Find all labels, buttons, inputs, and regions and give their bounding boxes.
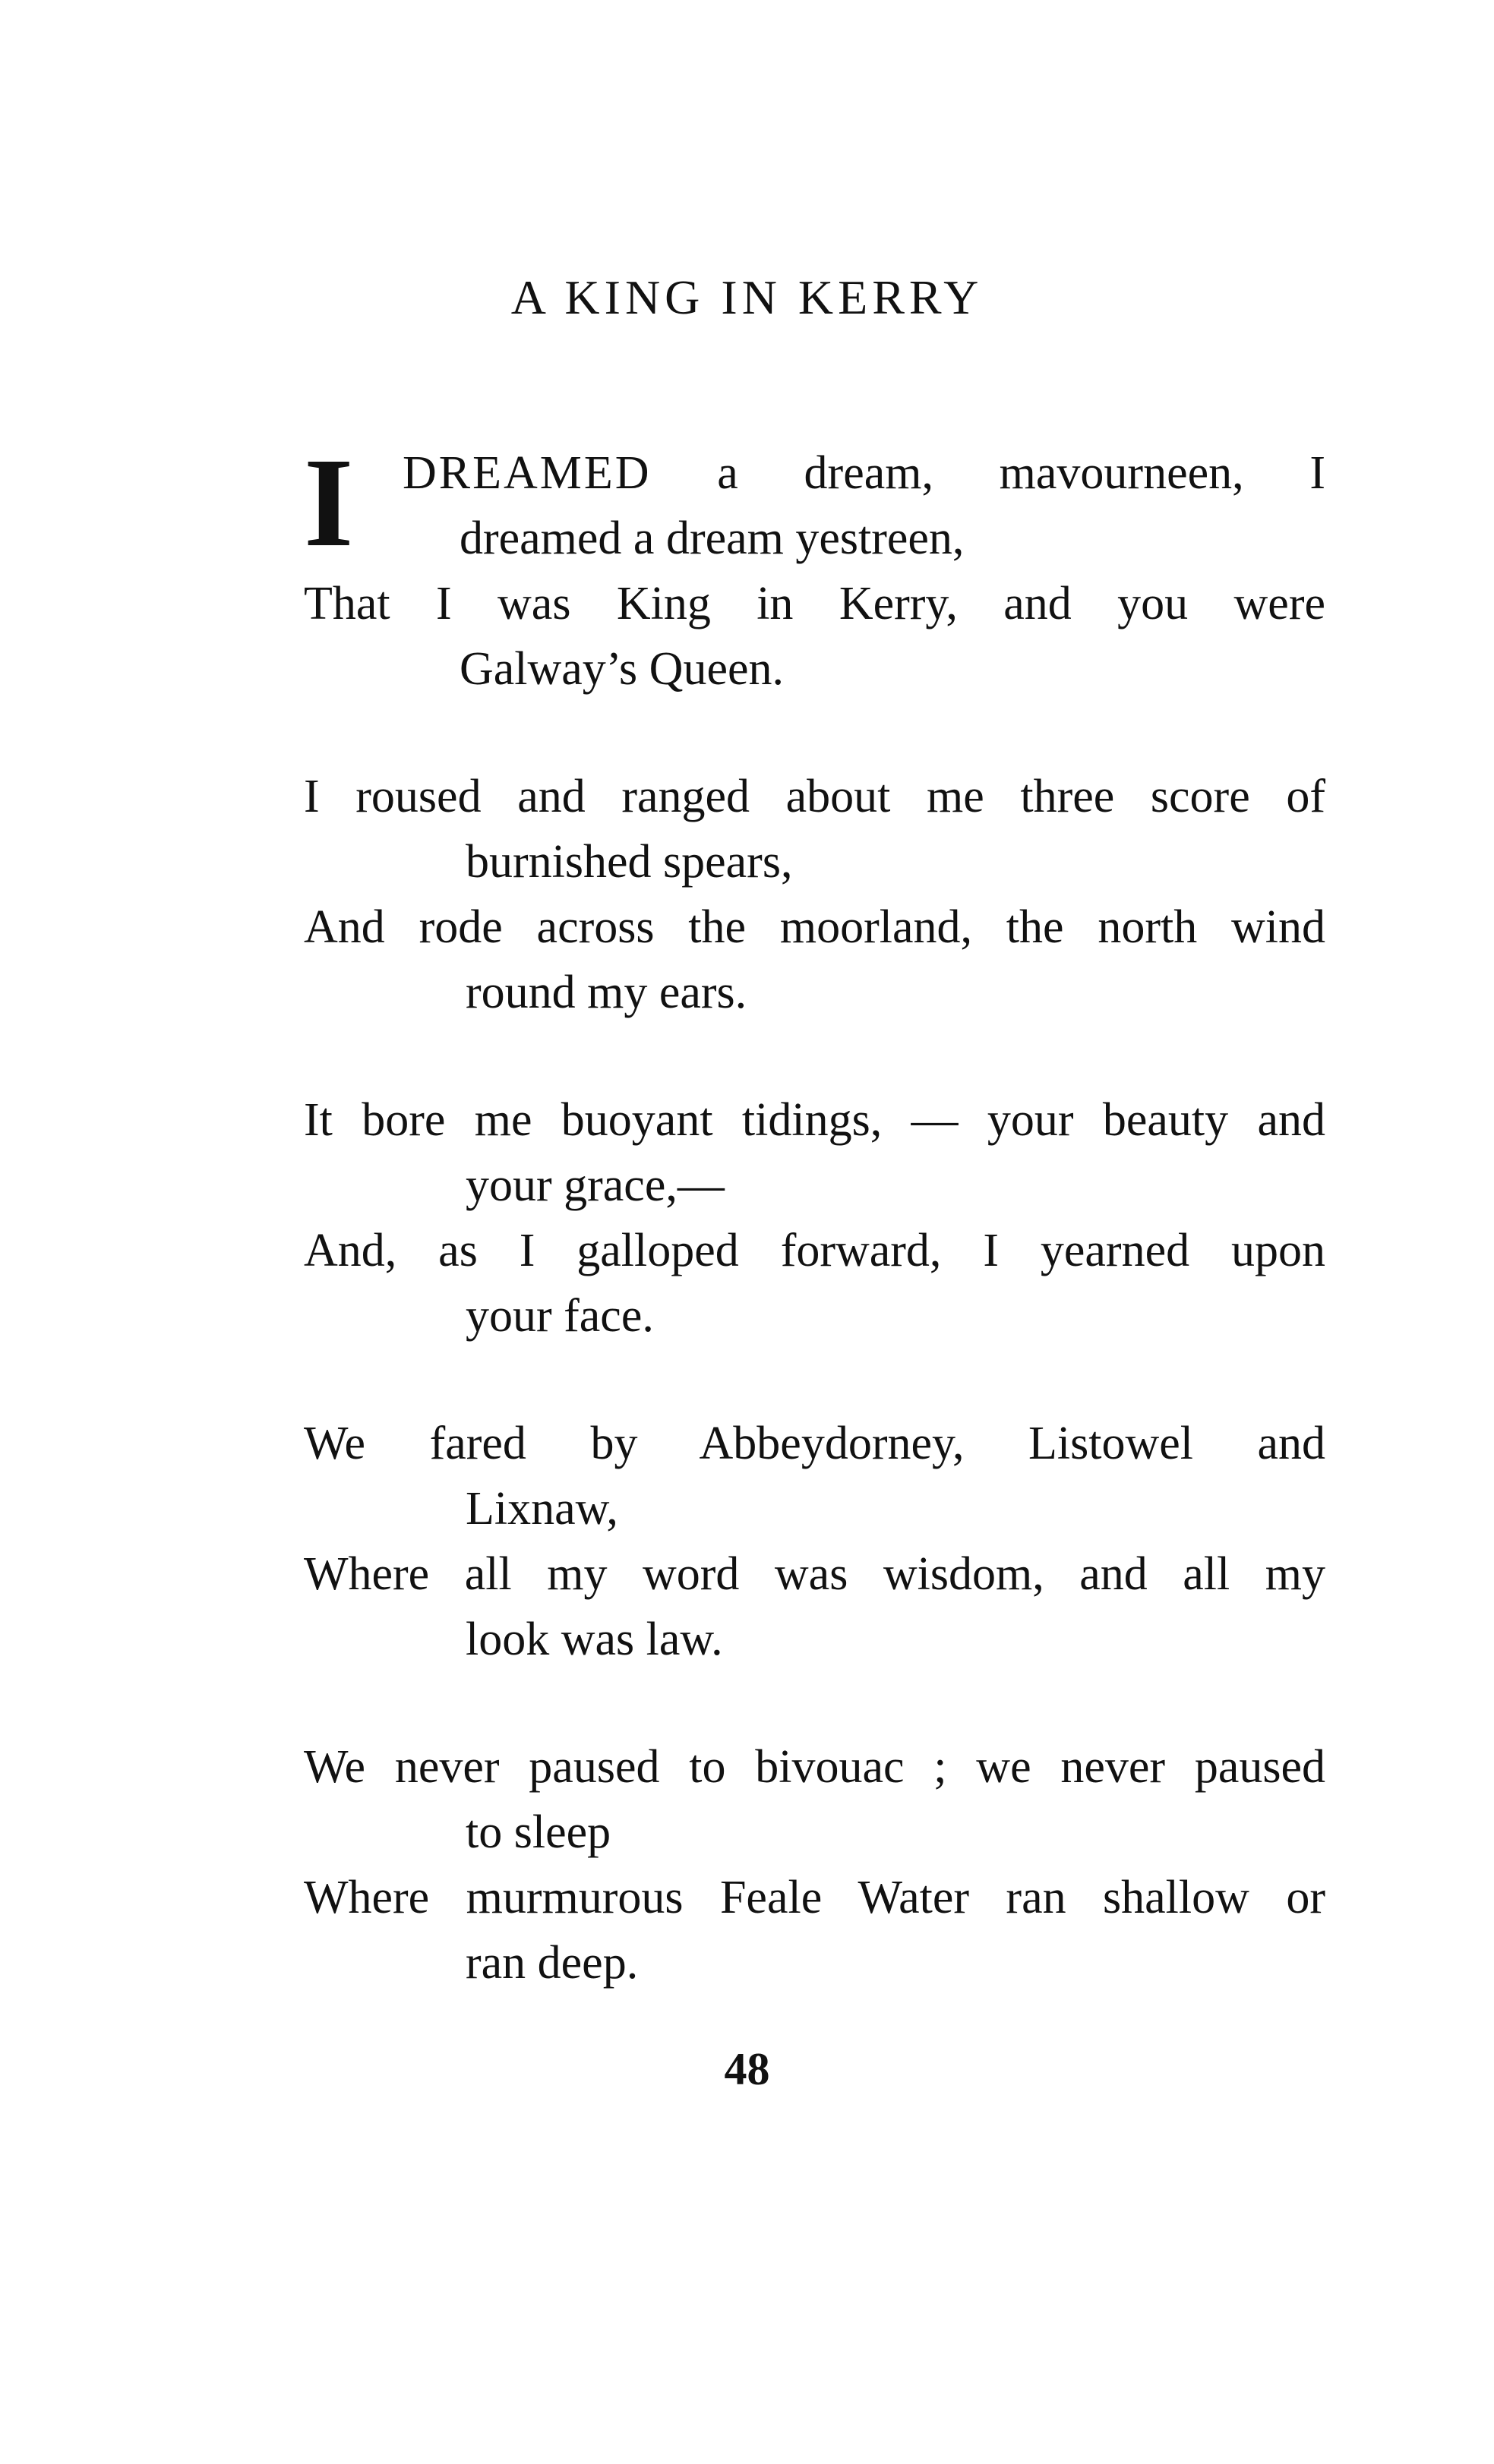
verse-line: dreamed a dream yestreen, xyxy=(460,513,965,564)
stanza xyxy=(304,1734,1325,1995)
poem-title: A KING IN KERRY xyxy=(510,270,984,324)
verse-line: Where all my word was wisdom, and all my xyxy=(304,1548,1325,1600)
drop-cap: I xyxy=(304,432,354,573)
poem-body xyxy=(304,432,1325,1995)
page-number: 48 xyxy=(724,2044,770,2094)
stanza xyxy=(304,1087,1325,1349)
stanza xyxy=(304,1411,1325,1672)
stanza xyxy=(304,432,1325,702)
verse-line: And rode across the moorland, the north wind xyxy=(304,901,1325,953)
verse-line: to sleep xyxy=(466,1806,611,1858)
verse-line: We fared by Abbeydorney, Listowel and xyxy=(304,1418,1325,1469)
verse-line: It bore me buoyant tidings, — your beauty and xyxy=(304,1094,1325,1146)
verse-line: We never paused to bivouac ; we never paused xyxy=(304,1741,1325,1793)
verse-line: Lixnaw, xyxy=(466,1483,618,1535)
verse-line: That I was King in Kerry, and you were xyxy=(304,578,1325,629)
opening-line-rest: a dream, mavourneen, I xyxy=(717,447,1325,499)
opening-word: DREAMED xyxy=(403,447,652,499)
verse-line: look was law. xyxy=(466,1614,723,1665)
verse-line: Where murmurous Feale Water ran shallow or xyxy=(304,1872,1325,1923)
verse-line: your face. xyxy=(466,1290,654,1342)
stanza xyxy=(304,764,1325,1025)
verse-line: I roused and ranged about me three score of xyxy=(304,771,1325,822)
verse-line: And, as I galloped forward, I yearned upon xyxy=(304,1225,1325,1276)
verse-line: burnished spears, xyxy=(466,836,793,888)
verse-line: your grace,— xyxy=(466,1159,725,1211)
verse-line: round my ears. xyxy=(466,967,747,1018)
verse-line: ran deep. xyxy=(466,1937,639,1989)
verse-line: Galway’s Queen. xyxy=(460,643,784,695)
